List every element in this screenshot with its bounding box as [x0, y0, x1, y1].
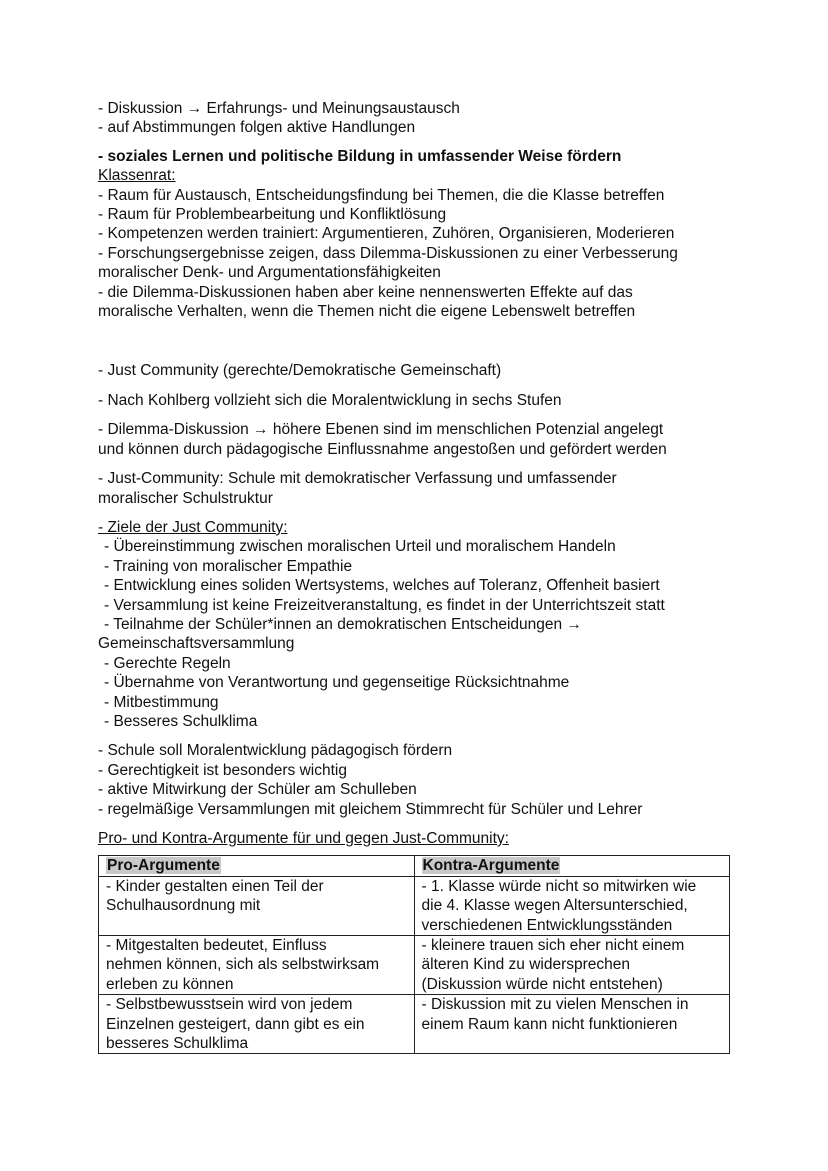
cell-line: besseres Schulklima — [106, 1035, 249, 1053]
text-line: - auf Abstimmungen folgen aktive Handlungen — [98, 119, 416, 137]
cell-line: - Diskussion mit zu vielen Menschen in — [421, 996, 689, 1014]
cell-line: - kleinere trauen sich eher nicht einem — [421, 937, 685, 955]
pro-cell — [99, 936, 415, 995]
pro-cell — [99, 995, 415, 1054]
arguments-table — [98, 855, 730, 1054]
text-line: - Schule soll Moralentwicklung pädagogisch fördern — [98, 742, 453, 760]
contra-header: Kontra-Argumente — [422, 857, 560, 875]
contra-cell — [414, 876, 730, 935]
cell-line: - Mitgestalten bedeutet, Einfluss — [106, 937, 327, 955]
cell-line: - Kinder gestalten einen Teil der — [106, 877, 324, 895]
table-row — [99, 876, 730, 935]
table-row — [99, 936, 730, 995]
klassenrat-title: Klassenrat: — [98, 167, 176, 185]
table-row — [99, 995, 730, 1054]
cell-line: die 4. Klasse wegen Altersunterschied, — [421, 897, 688, 915]
text-line: - Raum für Austausch, Entscheidungsfindung bei Themen, die die Klasse betreffen — [98, 186, 665, 204]
contra-cell — [414, 936, 730, 995]
list-item: - Entwicklung eines soliden Wertsystems, welches auf Toleranz, Offenheit basiert — [104, 577, 660, 595]
cell-line: nehmen können, sich als selbstwirksam — [106, 956, 380, 974]
cell-line: - 1. Klasse würde nicht so mitwirken wie — [421, 877, 697, 895]
text-line: und können durch pädagogische Einflussnahme angestoßen und gefördert werden — [98, 440, 667, 458]
list-item: - Teilnahme der Schüler*innen an demokratischen Entscheidungen → — [104, 615, 582, 633]
contra-cell — [414, 995, 730, 1054]
cell-line: erleben zu können — [106, 975, 234, 993]
text-line: - Just Community (gerechte/Demokratische Gemeinschaft) — [98, 362, 502, 380]
text-line: - Kompetenzen werden trainiert: Argumentieren, Zuhören, Organisieren, Moderieren — [98, 225, 675, 243]
klassenrat-section — [98, 166, 738, 321]
pro-header-cell — [99, 856, 415, 876]
text-line: moralischer Denk- und Argumentationsfähigkeiten — [98, 264, 441, 282]
text-line: moralische Verhalten, wenn die Themen nicht die eigene Lebenswelt betreffen — [98, 303, 636, 321]
text-line: - Just-Community: Schule mit demokratischer Verfassung und umfassender — [98, 470, 617, 488]
text-line: - regelmäßige Versammlungen mit gleichem Stimmrecht für Schüler und Lehrer — [98, 800, 643, 818]
list-item: - Mitbestimmung — [104, 693, 219, 711]
text-line: - die Dilemma-Diskussionen haben aber keine nennenswerten Effekte auf das — [98, 283, 633, 301]
paragraph — [98, 469, 738, 508]
list-item: - Übernahme von Verantwortung und gegenseitige Rücksichtnahme — [104, 674, 570, 692]
pro-cell — [99, 876, 415, 935]
text-line: Gemeinschaftsversammlung — [98, 635, 295, 653]
text-line: - Gerechtigkeit ist besonders wichtig — [98, 761, 347, 779]
table-title: Pro- und Kontra-Argumente für und gegen Just-Community: — [98, 830, 509, 847]
list-item: - Übereinstimmung zwischen moralischen Urteil und moralischem Handeln — [104, 538, 616, 556]
document-page — [98, 99, 738, 1054]
schule-section — [98, 741, 738, 819]
list-item: - Besseres Schulklima — [104, 712, 258, 730]
cell-line: (Diskussion würde nicht entstehen) — [421, 975, 663, 993]
text-line: moralischer Schulstruktur — [98, 489, 273, 507]
bold-heading: - soziales Lernen und politische Bildung in umfassender Weise fördern — [98, 147, 622, 165]
list-item: - Gerechte Regeln — [104, 654, 231, 672]
table-header-row — [99, 856, 730, 876]
cell-line: einem Raum kann nicht funktionieren — [421, 1015, 678, 1033]
ziele-section — [98, 518, 738, 731]
contra-header-cell — [414, 856, 730, 876]
cell-line: Einzelnen gesteigert, dann gibt es ein — [106, 1015, 365, 1033]
intro-section — [98, 99, 738, 138]
text-line: - Dilemma-Diskussion → höhere Ebenen sind im menschlichen Potenzial angelegt — [98, 421, 664, 439]
list-item: - Training von moralischer Empathie — [104, 557, 353, 575]
cell-line: älteren Kind zu widersprechen — [421, 956, 631, 974]
paragraph — [98, 420, 738, 459]
text-line: - Nach Kohlberg vollzieht sich die Moralentwicklung in sechs Stufen — [98, 391, 562, 409]
pro-header: Pro-Argumente — [107, 857, 220, 875]
text-line: - Diskussion → Erfahrungs- und Meinungsaustausch — [98, 100, 460, 117]
text-line: - Raum für Problembearbeitung und Konfliktlösung — [98, 206, 447, 224]
list-item: - Versammlung ist keine Freizeitveranstaltung, es findet in der Unterrichtszeit statt — [104, 596, 665, 614]
just-community-section — [98, 361, 738, 507]
text-line: - Forschungsergebnisse zeigen, dass Dilemma-Diskussionen zu einer Verbesserung — [98, 244, 678, 262]
ziele-title: - Ziele der Just Community: — [98, 518, 288, 536]
text-line: - aktive Mitwirkung der Schüler am Schulleben — [98, 781, 417, 799]
cell-line: Schulhausordnung mit — [106, 897, 261, 915]
cell-line: - Selbstbewusstsein wird von jedem — [106, 996, 353, 1014]
cell-line: verschiedenen Entwicklungsständen — [421, 916, 673, 934]
